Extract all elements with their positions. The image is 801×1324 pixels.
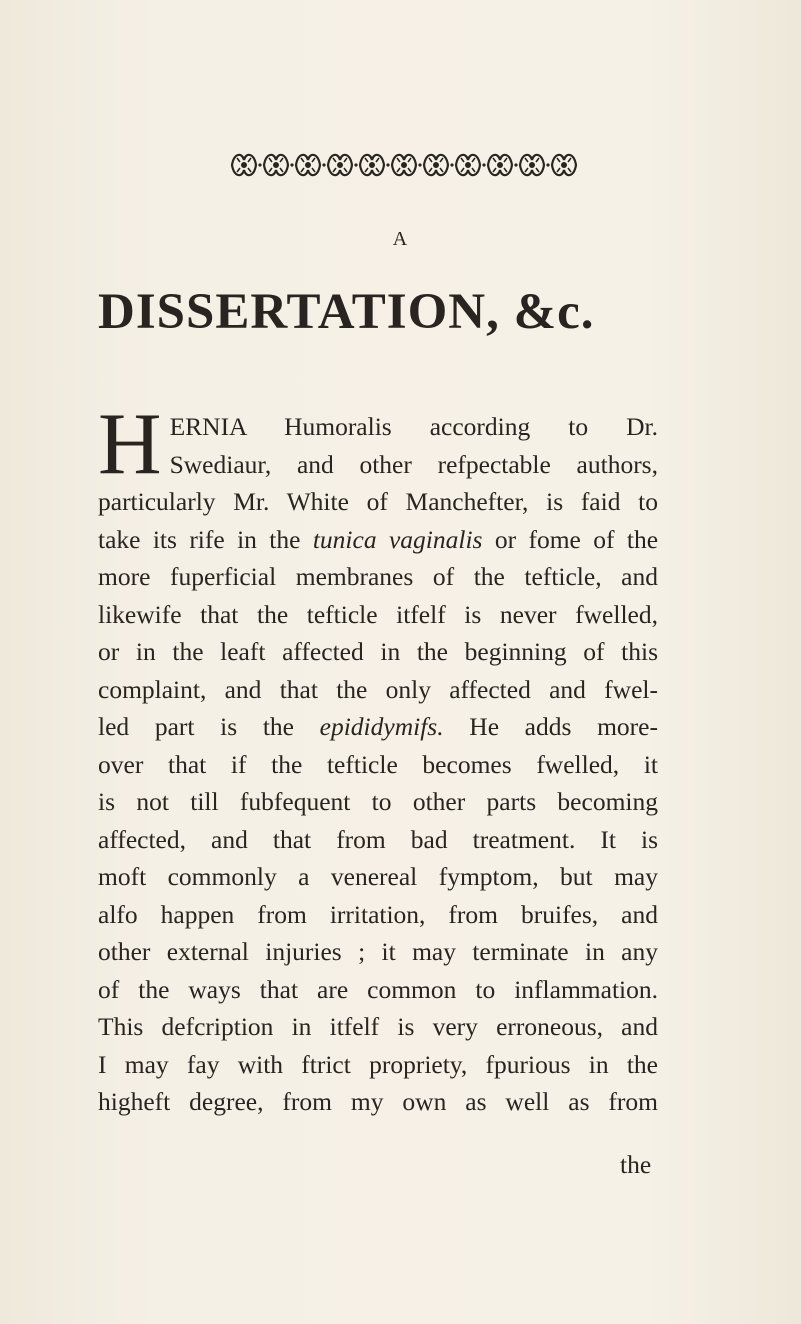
text-line: over that if the tefticle becomes fwelled, it bbox=[98, 749, 658, 779]
fleuron-band-icon bbox=[228, 150, 580, 180]
page-title: DISSERTATION, &c. bbox=[98, 284, 595, 340]
text-line: of the ways that are common to inflammation. bbox=[98, 974, 658, 1004]
catchword: the bbox=[620, 1150, 652, 1179]
body-text bbox=[98, 396, 659, 1121]
text-line: other external injuries ; it may terminate in any bbox=[98, 937, 658, 966]
text-line: led part is the epididymifs. He adds more- bbox=[98, 712, 658, 741]
text-line: more fuperficial membranes of the tefticle, and bbox=[98, 562, 658, 591]
text-line: or in the leaft affected in the beginning of this bbox=[98, 637, 658, 666]
text-line: is not till fubfequent to other parts becoming bbox=[98, 787, 658, 816]
text-line: I may fay with ftrict propriety, fpurious in the bbox=[98, 1049, 658, 1079]
drop-cap: H bbox=[98, 396, 162, 493]
text-line: alfo happen from irritation, from bruifes, and bbox=[98, 899, 658, 929]
text-line: likewife that the tefticle itfelf is never fwelled, bbox=[98, 599, 658, 629]
text-line: moft commonly a venereal fymptom, but may bbox=[98, 862, 658, 891]
text-line: higheft degree, from my own as well as from bbox=[98, 1087, 658, 1116]
heading-article: A bbox=[392, 228, 409, 250]
text-line: take its rife in the tunica vaginalis or fome of the bbox=[98, 524, 659, 554]
text-line: ERNIA Humoralis according to Dr. bbox=[169, 412, 658, 441]
paragraph-lines bbox=[98, 483, 658, 1121]
text-line: Swediaur, and other refpectable authors, bbox=[169, 449, 658, 479]
text-line: This defcription in itfelf is very erroneous, and bbox=[98, 1012, 658, 1041]
text-line: particularly Mr. White of Manchefter, is faid to bbox=[98, 487, 658, 516]
text-line: complaint, and that the only affected and fwel- bbox=[98, 674, 658, 704]
text-line: affected, and that from bad treatment. It is bbox=[98, 824, 658, 854]
